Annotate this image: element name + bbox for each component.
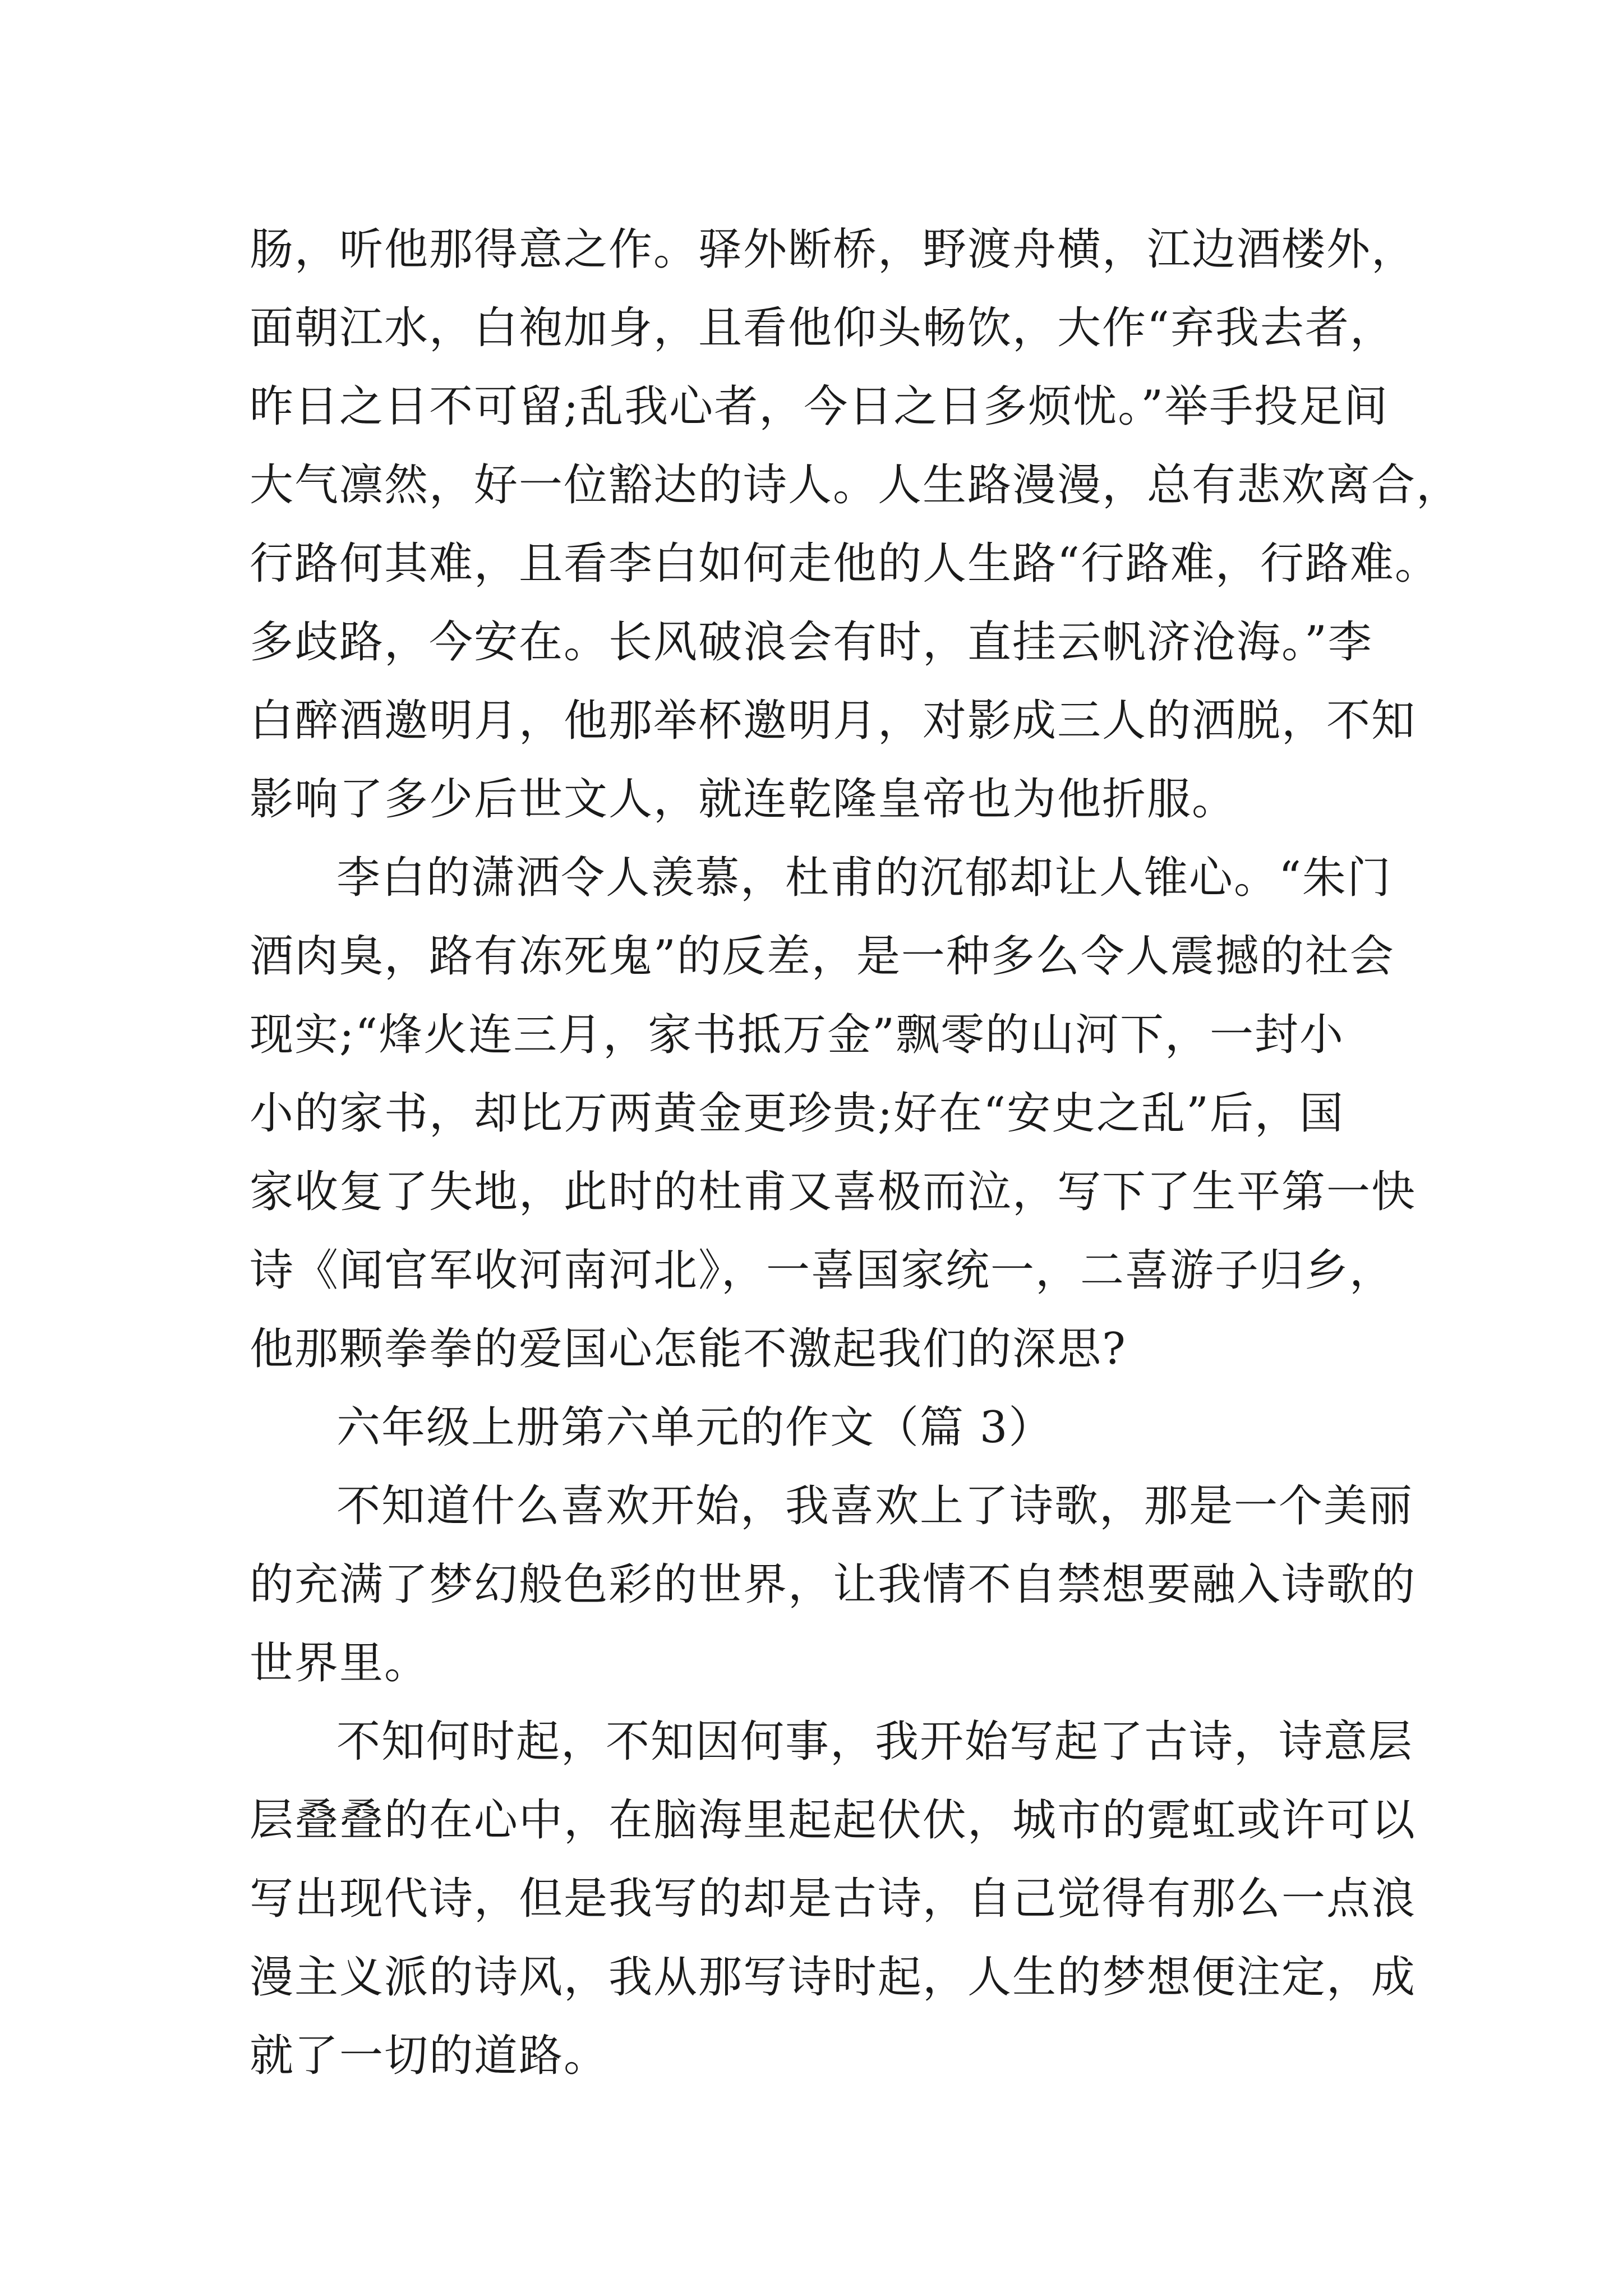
text-line: 层叠叠的在心中，在脑海里起起伏伏，城市的霓虹或许可以 xyxy=(250,1795,1417,1846)
text-line: 昨日之日不可留;乱我心者，今日之日多烦忧。”举手投足间 xyxy=(250,381,1389,432)
text-line: 诗《闻官军收河南河北》，一喜国家统一，二喜游子归乡， xyxy=(250,1245,1395,1296)
section-heading: 六年级上册第六单元的作文（篇 3） xyxy=(336,1402,1054,1453)
text-line: 行路何其难，且看李白如何走他的人生路“行路难，行路难。 xyxy=(250,539,1440,589)
text-line: 的充满了梦幻般色彩的世界，让我情不自禁想要融入诗歌的 xyxy=(250,1559,1417,1610)
text-line: 大气凛然，好一位豁达的诗人。人生路漫漫，总有悲欢离合， xyxy=(250,460,1461,510)
text-line: 影响了多少后世文人，就连乾隆皇帝也为他折服。 xyxy=(250,774,1237,825)
text-line: 面朝江水，白袍加身，且看他仰头畅饮，大作“弃我去者， xyxy=(250,303,1395,353)
paragraph-start-line: 不知何时起，不知因何事，我开始写起了古诗，诗意层 xyxy=(336,1717,1414,1767)
text-line: 就了一切的道路。 xyxy=(250,2031,609,2081)
text-line: 世界里。 xyxy=(250,1638,430,1688)
text-line: 家收复了失地，此时的杜甫又喜极而泣，写下了生平第一快 xyxy=(250,1167,1417,1217)
paragraph-start-line: 不知道什么喜欢开始，我喜欢上了诗歌，那是一个美丽 xyxy=(336,1481,1414,1531)
text-line: 肠，听他那得意之作。驿外断桥，野渡舟横，江边酒楼外， xyxy=(250,224,1417,275)
text-line: 漫主义派的诗风，我从那写诗时起，人生的梦想便注定，成 xyxy=(250,1952,1417,2003)
text-line: 小的家书，却比万两黄金更珍贵;好在“安史之乱”后，国 xyxy=(250,1088,1345,1139)
text-line: 现实;“烽火连三月，家书抵万金”飘零的山河下，一封小 xyxy=(250,1010,1345,1060)
text-line: 多歧路，今安在。长风破浪会有时，直挂云帆济沧海。”李 xyxy=(250,617,1373,668)
paragraph-start-line: 李白的潇洒令人羡慕，杜甫的沉郁却让人锥心。“朱门 xyxy=(336,853,1392,903)
text-line: 酒肉臭，路有冻死鬼”的反差，是一种多么令人震撼的社会 xyxy=(250,931,1395,982)
text-line: 他那颗拳拳的爱国心怎能不激起我们的深思? xyxy=(250,1324,1127,1374)
text-line: 白醉酒邀明月，他那举杯邀明月，对影成三人的洒脱，不知 xyxy=(250,696,1417,746)
text-line: 写出现代诗，但是我写的却是古诗，自己觉得有那么一点浪 xyxy=(250,1874,1417,1924)
